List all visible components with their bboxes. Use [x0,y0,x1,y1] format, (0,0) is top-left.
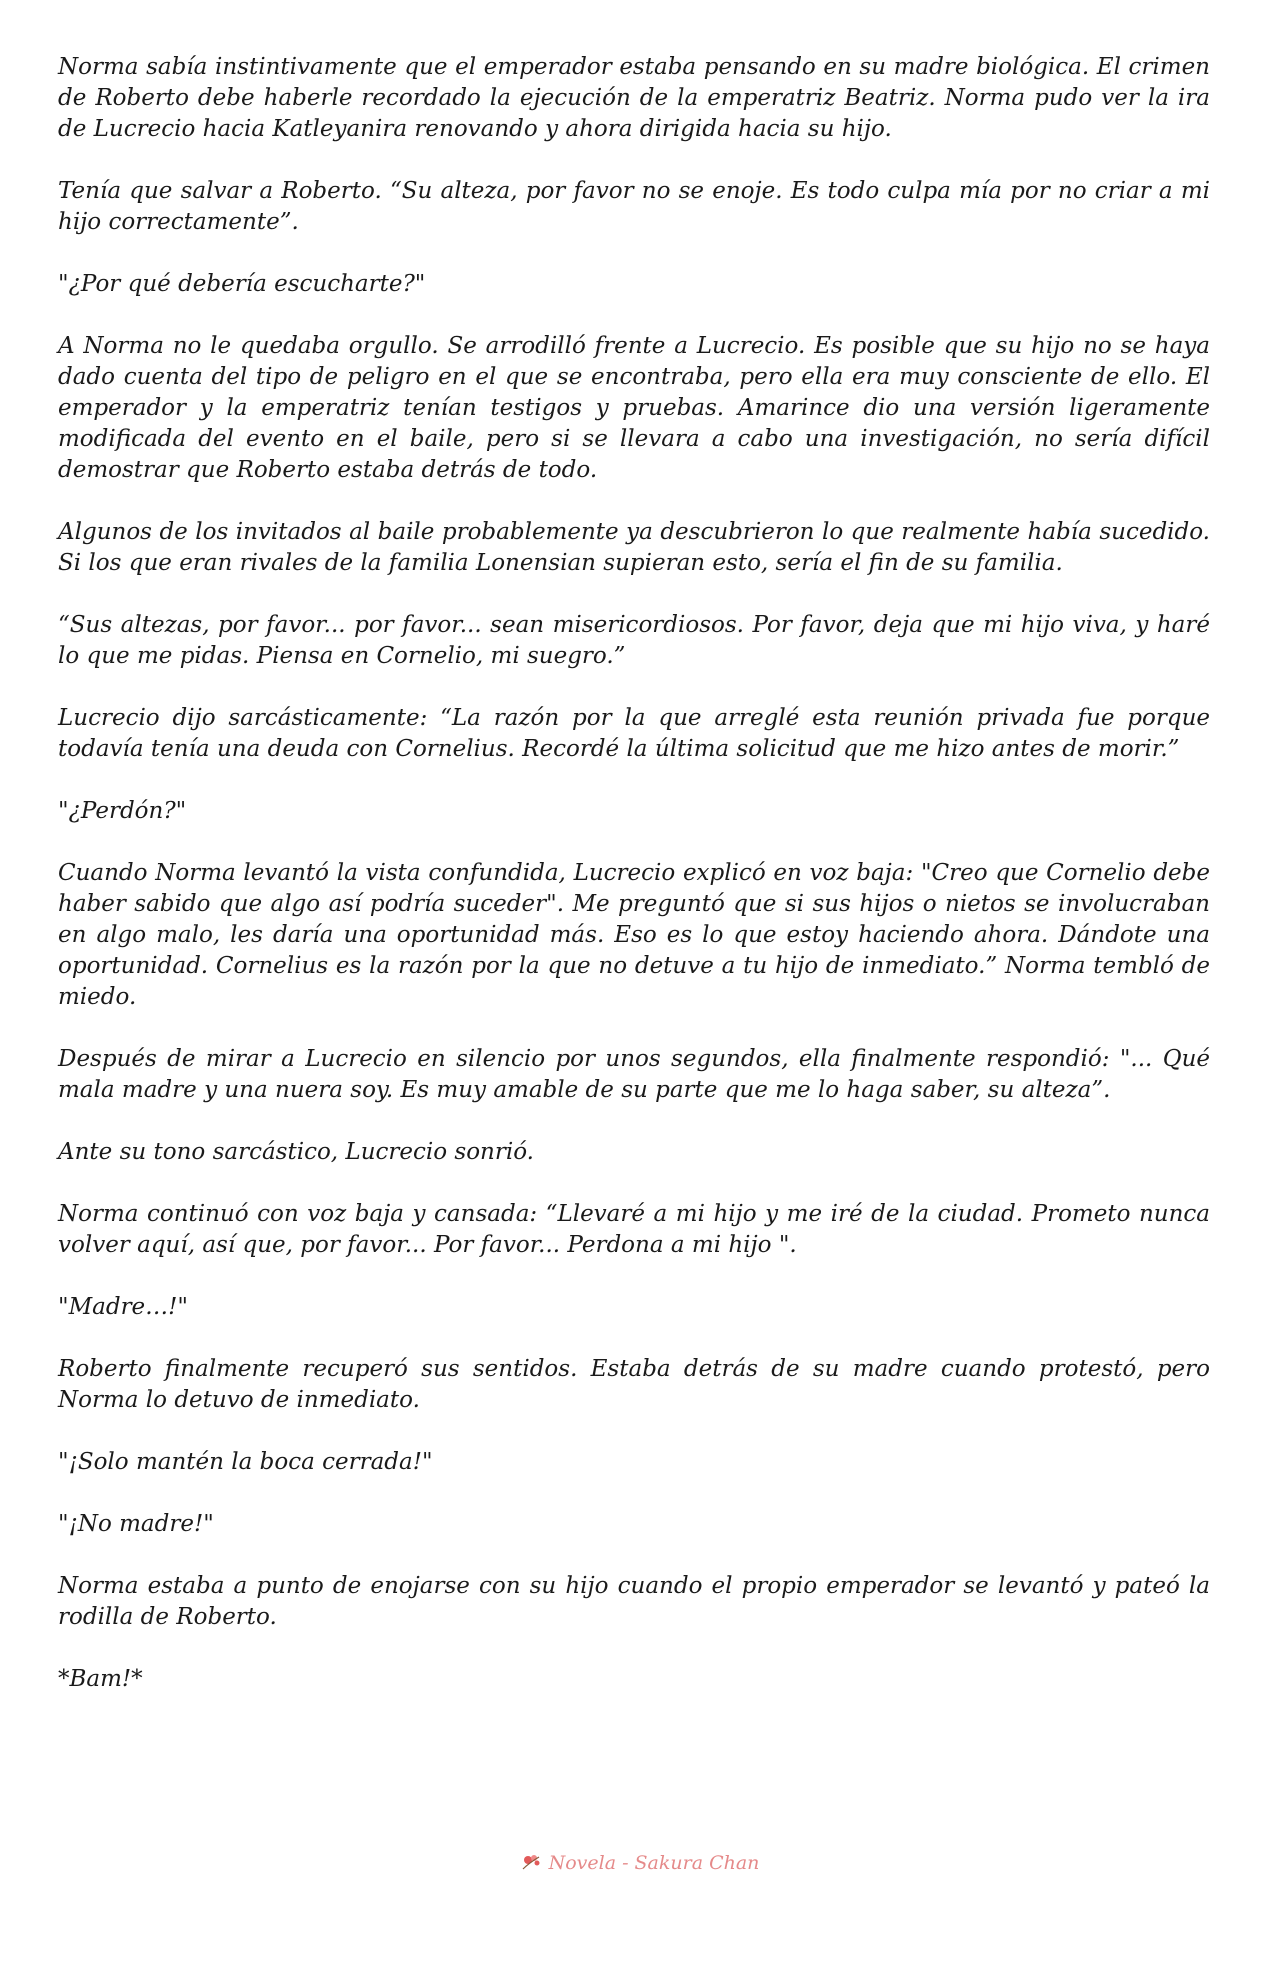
paragraph: Norma continuó con voz baja y cansada: “Llevaré a mi hijo y me iré de la ciudad. Prometo nunca volver aquí, así que, por favor... Por favor... Perdona a mi hijo ". [58,1201,1210,1258]
paragraph: "¿Por qué debería escucharte?" [58,271,426,297]
paragraph: “Sus altezas, por favor... por favor... sean misericordiosos. Por favor, deja que mi hijo viva, y haré lo que me pidas. Piensa en Cornelio, mi suegro.” [58,612,1210,669]
paragraph: Cuando Norma levantó la vista confundida, Lucrecio explicó en voz baja: "Creo que Cornelio debe haber sabido que algo así podría suceder". Me preguntó que si sus hijos o nietos se involucraban en algo malo, les daría una oportunidad más. Eso es lo que estoy haciendo ahora. Dándote una oportunidad. Cornelius es la razón por la que no detuve a tu hijo de inmediato.” Norma tembló de miedo. [58,860,1210,1010]
sakura-flower-icon [521,1853,543,1871]
paragraph: "Madre…!" [58,1294,188,1320]
paragraph: A Norma no le quedaba orgullo. Se arrodilló frente a Lucrecio. Es posible que su hijo no se haya dado cuenta del tipo de peligro en el que se encontraba, pero ella era muy consciente de ello. El emperador y la emperatriz tenían testigos y pruebas. Amarince dio una versión ligeramente modificada del evento en el baile, pero si se llevara a cabo una investigación, no sería difícil demostrar que Roberto estaba detrás de todo. [58,333,1210,483]
paragraph: Norma estaba a punto de enojarse con su hijo cuando el propio emperador se levantó y pateó la rodilla de Roberto. [58,1573,1210,1630]
paragraph: "¿Perdón?" [58,798,187,824]
paragraph: Después de mirar a Lucrecio en silencio por unos segundos, ella finalmente respondió: "... Qué mala madre y una nuera soy. Es muy amable de su parte que me lo haga saber, su alteza”. [58,1046,1210,1103]
paragraph: Roberto finalmente recuperó sus sentidos. Estaba detrás de su madre cuando protestó, pero Norma lo detuvo de inmediato. [58,1356,1210,1413]
paragraph: "¡No madre!" [58,1511,214,1537]
paragraph: Tenía que salvar a Roberto. “Su alteza, por favor no se enoje. Es todo culpa mía por no criar a mi hijo correctamente”. [58,178,1210,235]
paragraph: Norma sabía instintivamente que el emperador estaba pensando en su madre biológica. El crimen de Roberto debe haberle recordado la ejecución de la emperatriz Beatriz. Norma pudo ver la ira de Lucrecio hacia Katleyanira renovando y ahora dirigida hacia su hijo. [58,54,1210,142]
paragraph: Algunos de los invitados al baile probablemente ya descubrieron lo que realmente había sucedido. Si los que eran rivales de la familia Lonensian supieran esto, sería el fin de su familia. [58,519,1210,576]
document-body [58,52,1210,1726]
watermark-label: Novela - Sakura Chan [548,1852,760,1874]
paragraph: "¡Solo mantén la boca cerrada!" [58,1449,433,1475]
paragraph: Ante su tono sarcástico, Lucrecio sonrió. [58,1139,534,1165]
paragraph: *Bam!* [58,1666,143,1692]
paragraph: Lucrecio dijo sarcásticamente: “La razón por la que arreglé esta reunión privada fue porque todavía tenía una deuda con Cornelius. Recordé la última solicitud que me hizo antes de morir.” [58,705,1210,762]
watermark-footer [0,1852,1280,1874]
